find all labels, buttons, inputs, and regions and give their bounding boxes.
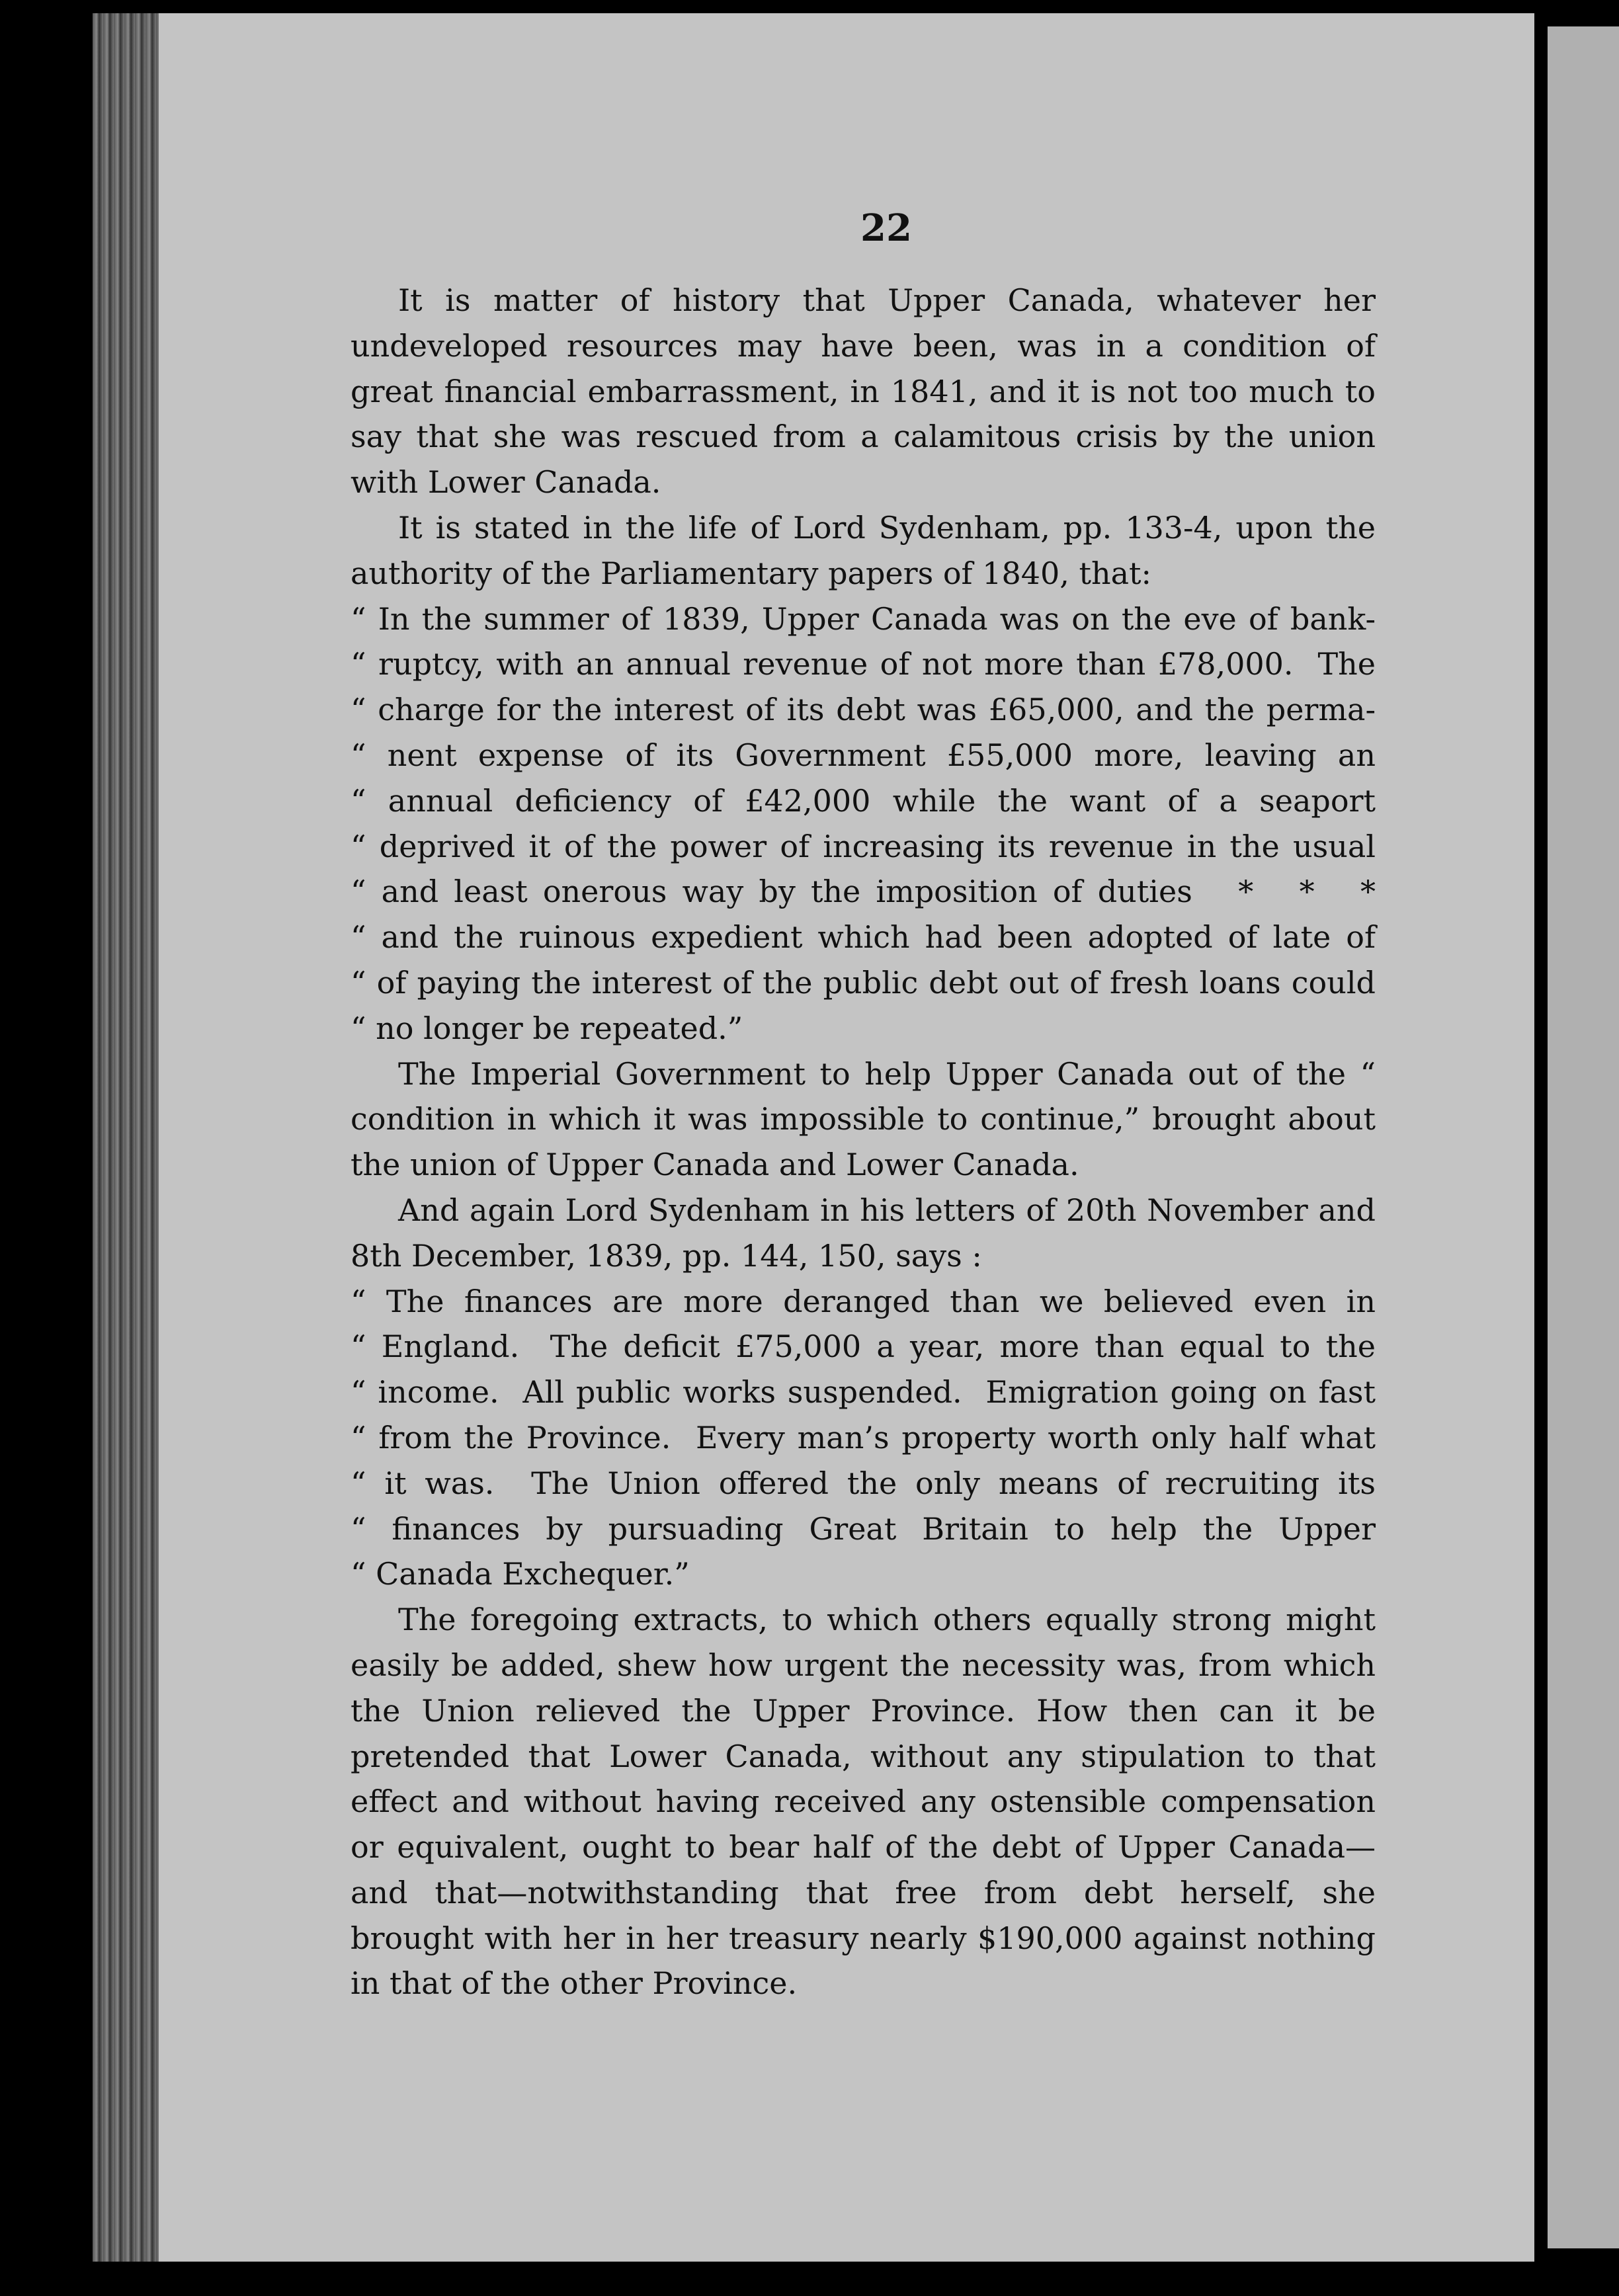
quote-line: “ and least onerous way by the imposition of duties * * *: [351, 874, 1376, 910]
quote-line: “ Canada Exchequer.”: [351, 1556, 690, 1592]
quote-line: “ from the Province. Every man’s property worth only half what: [351, 1419, 1376, 1456]
quote-line: “ annual deficiency of £42,000 while the want of a seaport: [351, 782, 1376, 819]
paragraph-sydenham-letters: And again Lord Sydenham in his letters of 20th November and 8th December, 1839, pp. 144, 150, says :: [351, 1192, 1376, 1274]
quote-line: “ and the ruinous expedient which had been adopted of late of: [351, 919, 1376, 956]
quote-line: “ it was. The Union offered the only means of recruiting its: [351, 1465, 1376, 1501]
quote-line: “ deprived it of the power of increasing its revenue in the usual: [351, 828, 1376, 864]
paragraph-history: It is matter of history that Upper Canada, whatever her undeveloped resources may have been, was in a condition of great financial embarrassment, in 1841, and it is not too much to say that she was rescued from a calamitous crisis by the union with Lower Canada.: [351, 282, 1376, 501]
quote-line: “ ruptcy, with an annual revenue of not more than £78,000. The: [351, 646, 1376, 682]
quote-sydenham-letters: [351, 1279, 1376, 1598]
quote-line: “ The finances are more deranged than we believed even in: [351, 1283, 1376, 1319]
quote-line: “ no longer be repeated.”: [351, 1010, 743, 1046]
body-text: [351, 278, 1376, 2006]
quote-line: “ finances by pursuading Great Britain to help the Upper: [351, 1510, 1376, 1547]
page-number: 22: [860, 206, 912, 250]
paragraph-foregoing-extracts: The foregoing extracts, to which others equally strong might easily be added, shew how urgent the necessity was, from which the Union relieved the Upper Province. How then can it be pretended that Lower Canada, without any stipulation to that effect and without having received any ostensible compensation or equivalent, ought to bear half of the debt of Upper Canada—and that—notwithstanding that free from debt herself, she brought with her in her treasury nearly $190,000 against nothing in that of the other Province.: [351, 1602, 1376, 2002]
quote-line: “ nent expense of its Government £55,000 more, leaving an: [351, 737, 1376, 773]
quote-parliamentary-papers: [351, 596, 1376, 1051]
quote-line: “ England. The deficit £75,000 a year, more than equal to the: [351, 1329, 1376, 1365]
quote-line: “ income. All public works suspended. Emigration going on fast: [351, 1374, 1376, 1411]
adjacent-page: [1548, 26, 1619, 2248]
quote-line: “ In the summer of 1839, Upper Canada was on the eve of bank-: [351, 600, 1376, 637]
quote-line: “ of paying the interest of the public debt out of fresh loans could: [351, 964, 1376, 1001]
quote-line: “ charge for the interest of its debt was £65,000, and the perma-: [351, 692, 1376, 728]
paragraph-imperial-government: The Imperial Government to help Upper Canada out of the “ condition in which it was impossible to continue,” brought about the union of Upper Canada and Lower Canada.: [351, 1055, 1376, 1183]
page-edge-binding: [93, 13, 159, 2262]
paragraph-sydenham-life: It is stated in the life of Lord Sydenham, pp. 133-4, upon the authority of the Parliamentary papers of 1840, that:: [351, 509, 1376, 591]
